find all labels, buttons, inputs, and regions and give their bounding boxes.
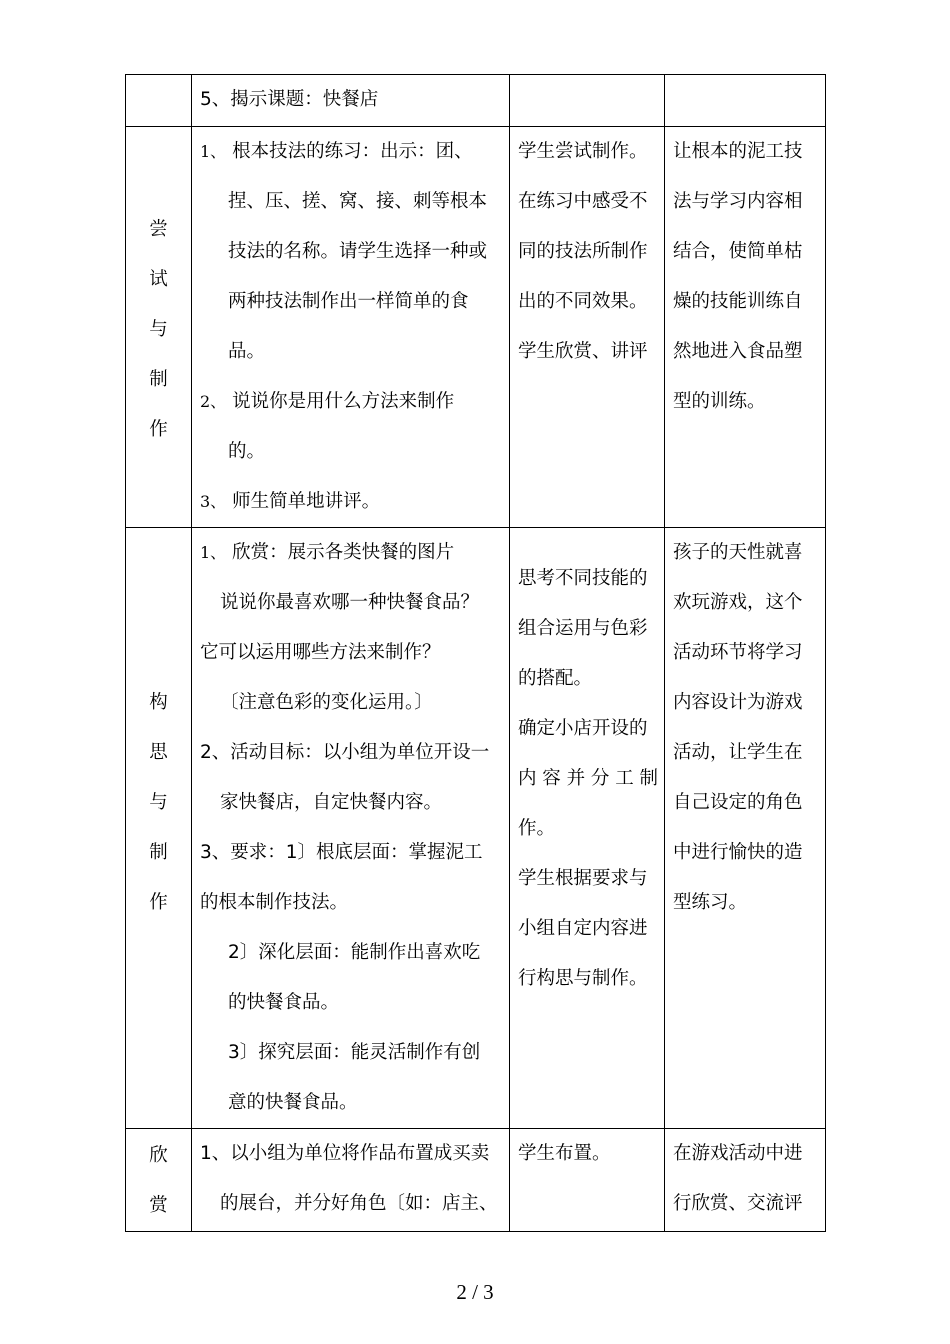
purpose-line: 法与学习内容相: [673, 191, 803, 212]
content-line: 家快餐店，自定快餐内容。: [220, 792, 443, 813]
content-line: 〔注意色彩的变化运用。〕: [220, 692, 433, 713]
student-line: 行构思与制作。: [518, 968, 648, 989]
purpose-line: 型的训练。: [673, 391, 766, 412]
content-line: 它可以运用哪些方法来制作？: [200, 642, 441, 663]
stage-char: 构: [149, 692, 168, 713]
content-line: 1、 根本技法的练习：出示：团、: [200, 141, 473, 162]
purpose-line: 在游戏活动中进: [673, 1143, 803, 1164]
purpose-line: 欢玩游戏，这个: [673, 592, 803, 613]
student-cell: [510, 1129, 665, 1232]
stage-char: 思: [149, 742, 168, 763]
content-line: 3〕探究层面：能灵活制作有创: [228, 1042, 481, 1063]
purpose-line: 中进行愉快的造: [673, 842, 803, 863]
content-line: 2〕深化层面：能制作出喜欢吃: [228, 942, 481, 963]
purpose-cell: [665, 1129, 826, 1232]
purpose-line: 孩子的天性就喜: [673, 542, 803, 563]
student-line: 内容并分工制: [518, 768, 658, 789]
student-line: 学生尝试制作。: [518, 141, 648, 162]
purpose-line: 燥的技能训练自: [673, 291, 803, 312]
content-line: 的快餐食品。: [228, 992, 340, 1013]
student-line: 学生根据要求与: [518, 868, 648, 889]
table-row: [126, 1129, 826, 1232]
content-line: 3、要求：1〕根底层面：掌握泥工: [200, 842, 483, 863]
student-line: 学生欣赏、讲评: [518, 341, 648, 362]
table-row: [126, 528, 826, 1129]
content-line: 的展台，并分好角色〔如：店主、: [220, 1193, 498, 1214]
content-cell: [192, 1129, 510, 1232]
purpose-line: 结合，使简单枯: [673, 241, 803, 262]
table-row: [126, 127, 826, 528]
lesson-plan-table: [125, 74, 826, 1232]
student-line: 确定小店开设的: [518, 718, 648, 739]
stage-char: 尝: [149, 219, 168, 240]
content-line: 品。: [228, 341, 266, 362]
stage-char: 与: [149, 792, 168, 813]
content-cell: [192, 528, 510, 1129]
content-line: 两种技法制作出一样简单的食: [228, 291, 469, 312]
table-row: [126, 75, 826, 127]
student-line: 出的不同效果。: [518, 291, 648, 312]
content-line: 1、以小组为单位将作品布置成买卖: [200, 1143, 490, 1164]
stage-cell: [126, 528, 192, 1129]
content-line: 5、揭示课题：快餐店: [200, 89, 379, 110]
purpose-cell: [665, 75, 826, 127]
purpose-line: 内容设计为游戏: [673, 692, 803, 713]
content-line: 技法的名称。请学生选择一种或: [228, 241, 488, 262]
stage-cell: [126, 1129, 192, 1232]
purpose-line: 型练习。: [673, 892, 748, 913]
purpose-line: 活动环节将学习: [673, 642, 803, 663]
purpose-cell: [665, 528, 826, 1129]
content-line: 的。: [228, 441, 266, 462]
student-line: 思考不同技能的: [518, 568, 648, 589]
student-line: 小组自定内容进: [518, 918, 648, 939]
purpose-line: 然地进入食品塑: [673, 341, 803, 362]
content-line: 捏、压、搓、窝、接、刺等根本: [228, 191, 488, 212]
content-line: 意的快餐食品。: [228, 1092, 358, 1113]
content-line: 2、 说说你是用什么方法来制作: [200, 391, 455, 412]
content-line: 的根本制作技法。: [200, 892, 349, 913]
student-cell: [510, 528, 665, 1129]
purpose-line: 行欣赏、交流评: [673, 1193, 803, 1214]
student-line: 同的技法所制作: [518, 241, 648, 262]
purpose-line: 自己设定的角色: [673, 792, 803, 813]
student-line: 在练习中感受不: [518, 191, 648, 212]
student-line: 作。: [518, 818, 556, 839]
content-cell: [192, 127, 510, 528]
stage-char: 作: [149, 892, 168, 913]
content-line: 说说你最喜欢哪一种快餐食品？: [220, 592, 480, 613]
stage-char: 制: [149, 369, 168, 390]
purpose-line: 活动，让学生在: [673, 742, 803, 763]
purpose-line: 让根本的泥工技: [673, 141, 803, 162]
student-line: 的搭配。: [518, 668, 593, 689]
stage-char: 欣: [149, 1145, 168, 1166]
page-number: 2 / 3: [456, 1280, 494, 1304]
stage-cell: [126, 127, 192, 528]
content-cell: [192, 75, 510, 127]
stage-char: 作: [149, 419, 168, 440]
stage-char: 与: [149, 319, 168, 340]
student-line: 组合运用与色彩: [518, 618, 648, 639]
purpose-cell: [665, 127, 826, 528]
content-line: 1、 欣赏：展示各类快餐的图片: [200, 542, 455, 563]
content-line: 2、活动目标：以小组为单位开设一: [200, 742, 490, 763]
student-line: 学生布置。: [518, 1143, 611, 1164]
stage-char: 赏: [149, 1195, 168, 1216]
student-cell: [510, 127, 665, 528]
student-cell: [510, 75, 665, 127]
content-line: 3、 师生简单地讲评。: [200, 491, 381, 512]
stage-cell: [126, 75, 192, 127]
stage-char: 制: [149, 842, 168, 863]
stage-char: 试: [149, 269, 168, 290]
